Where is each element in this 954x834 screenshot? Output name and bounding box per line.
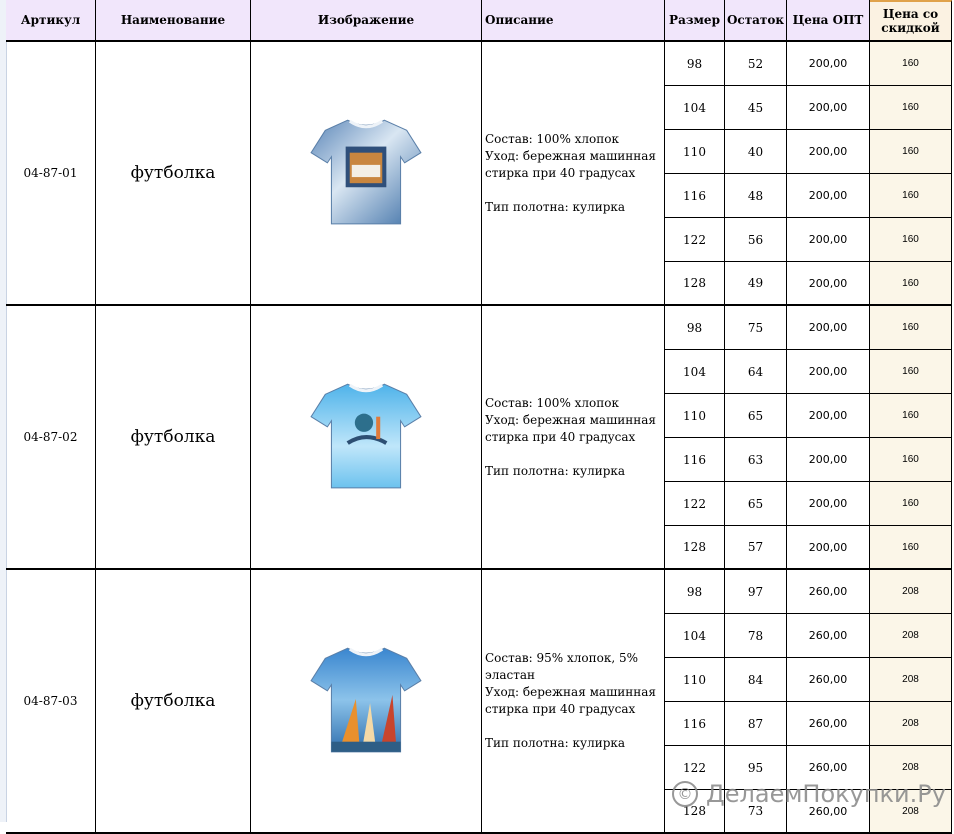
description-cell[interactable]: Состав: 95% хлопок, 5% эластан Уход: бережная машинная стирка при 40 градусах Тип полотна: кулирка: [482, 570, 665, 834]
size-cell[interactable]: 128: [665, 262, 725, 306]
stock-cell[interactable]: 49: [725, 262, 787, 306]
price-discount-cell[interactable]: 160: [870, 482, 952, 526]
price-opt-cell[interactable]: 260,00: [787, 790, 870, 834]
size-cell[interactable]: 104: [665, 350, 725, 394]
tshirt-tie-dye-blue-icon: [304, 112, 428, 235]
header-price-opt: Цена ОПТ: [787, 0, 870, 42]
price-discount-cell[interactable]: 208: [870, 614, 952, 658]
size-cell[interactable]: 104: [665, 86, 725, 130]
price-discount-cell[interactable]: 160: [870, 42, 952, 86]
stock-cell[interactable]: 63: [725, 438, 787, 482]
price-opt-cell[interactable]: 200,00: [787, 42, 870, 86]
stock-cell[interactable]: 48: [725, 174, 787, 218]
price-opt-cell[interactable]: 200,00: [787, 482, 870, 526]
price-discount-cell[interactable]: 208: [870, 658, 952, 702]
stock-cell[interactable]: 64: [725, 350, 787, 394]
stock-cell[interactable]: 73: [725, 790, 787, 834]
price-opt-cell[interactable]: 200,00: [787, 218, 870, 262]
price-opt-cell[interactable]: 200,00: [787, 174, 870, 218]
price-opt-cell[interactable]: 260,00: [787, 614, 870, 658]
price-opt-cell[interactable]: 200,00: [787, 86, 870, 130]
price-opt-cell[interactable]: 200,00: [787, 526, 870, 570]
header-stock: Остаток: [725, 0, 787, 42]
price-discount-cell[interactable]: 160: [870, 394, 952, 438]
image-cell[interactable]: [251, 42, 482, 306]
stock-cell[interactable]: 40: [725, 130, 787, 174]
stock-cell[interactable]: 75: [725, 306, 787, 350]
price-discount-cell[interactable]: 160: [870, 350, 952, 394]
header-image: Изображение: [251, 0, 482, 42]
header-description: Описание: [482, 0, 665, 42]
header-name: Наименование: [96, 0, 251, 42]
size-cell[interactable]: 104: [665, 614, 725, 658]
stock-cell[interactable]: 87: [725, 702, 787, 746]
tshirt-light-blue-california-icon: [304, 376, 428, 499]
article-cell[interactable]: 04-87-01: [6, 42, 96, 306]
description-cell[interactable]: Состав: 100% хлопок Уход: бережная машинная стирка при 40 градусах Тип полотна: кулирка: [482, 306, 665, 570]
stock-cell[interactable]: 65: [725, 482, 787, 526]
size-cell[interactable]: 98: [665, 306, 725, 350]
price-discount-cell[interactable]: 208: [870, 570, 952, 614]
stock-cell[interactable]: 56: [725, 218, 787, 262]
price-discount-cell[interactable]: 160: [870, 526, 952, 570]
price-discount-cell[interactable]: 160: [870, 262, 952, 306]
stock-cell[interactable]: 57: [725, 526, 787, 570]
stock-cell[interactable]: 95: [725, 746, 787, 790]
size-cell[interactable]: 98: [665, 42, 725, 86]
name-cell[interactable]: футболка: [96, 570, 251, 834]
stock-cell[interactable]: 97: [725, 570, 787, 614]
size-cell[interactable]: 122: [665, 482, 725, 526]
price-opt-cell[interactable]: 260,00: [787, 702, 870, 746]
price-discount-cell[interactable]: 160: [870, 306, 952, 350]
watermark-text: ДелаемПокупки.Ру: [706, 780, 946, 808]
price-opt-cell[interactable]: 200,00: [787, 438, 870, 482]
name-cell[interactable]: футболка: [96, 306, 251, 570]
price-discount-cell[interactable]: 160: [870, 86, 952, 130]
size-cell[interactable]: 110: [665, 130, 725, 174]
size-cell[interactable]: 128: [665, 526, 725, 570]
size-cell[interactable]: 110: [665, 658, 725, 702]
stock-cell[interactable]: 52: [725, 42, 787, 86]
size-cell[interactable]: 116: [665, 174, 725, 218]
header-price-discount: Цена со скидкой: [870, 0, 952, 42]
price-discount-cell[interactable]: 208: [870, 790, 952, 834]
price-opt-cell[interactable]: 200,00: [787, 350, 870, 394]
header-article: Артикул: [6, 0, 96, 42]
copyright-icon: ©: [672, 781, 698, 807]
price-opt-cell[interactable]: 200,00: [787, 306, 870, 350]
price-discount-cell[interactable]: 208: [870, 702, 952, 746]
size-cell[interactable]: 122: [665, 746, 725, 790]
price-opt-cell[interactable]: 260,00: [787, 658, 870, 702]
tshirt-sailboats-icon: [304, 640, 428, 763]
watermark: [672, 780, 946, 808]
price-opt-cell[interactable]: 200,00: [787, 262, 870, 306]
stock-cell[interactable]: 45: [725, 86, 787, 130]
name-cell[interactable]: футболка: [96, 42, 251, 306]
header-size: Размер: [665, 0, 725, 42]
stock-cell[interactable]: 65: [725, 394, 787, 438]
price-discount-cell[interactable]: 160: [870, 130, 952, 174]
price-opt-cell[interactable]: 200,00: [787, 130, 870, 174]
size-cell[interactable]: 128: [665, 790, 725, 834]
stock-cell[interactable]: 84: [725, 658, 787, 702]
size-cell[interactable]: 110: [665, 394, 725, 438]
price-opt-cell[interactable]: 260,00: [787, 746, 870, 790]
article-cell[interactable]: 04-87-03: [6, 570, 96, 834]
description-cell[interactable]: Состав: 100% хлопок Уход: бережная машинная стирка при 40 градусах Тип полотна: кулирка: [482, 42, 665, 306]
price-discount-cell[interactable]: 208: [870, 746, 952, 790]
price-opt-cell[interactable]: 200,00: [787, 394, 870, 438]
article-cell[interactable]: 04-87-02: [6, 306, 96, 570]
price-discount-cell[interactable]: 160: [870, 174, 952, 218]
size-cell[interactable]: 116: [665, 438, 725, 482]
stock-cell[interactable]: 78: [725, 614, 787, 658]
price-opt-cell[interactable]: 260,00: [787, 570, 870, 614]
price-discount-cell[interactable]: 160: [870, 438, 952, 482]
size-cell[interactable]: 98: [665, 570, 725, 614]
image-cell[interactable]: [251, 570, 482, 834]
price-discount-cell[interactable]: 160: [870, 218, 952, 262]
image-cell[interactable]: [251, 306, 482, 570]
size-cell[interactable]: 122: [665, 218, 725, 262]
size-cell[interactable]: 116: [665, 702, 725, 746]
